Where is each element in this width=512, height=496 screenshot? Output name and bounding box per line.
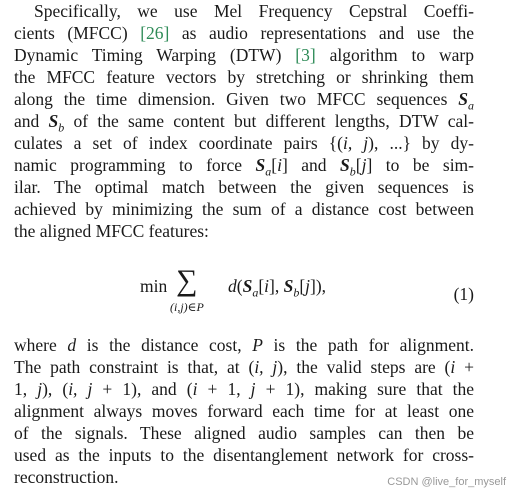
equation-1 <box>0 264 512 324</box>
text-line: reconstruction. <box>14 467 119 487</box>
text-line: namic programming to force $S_a[i]$ and $S_b[j]$ to be sim- <box>14 155 474 179</box>
min-operator: min <box>140 276 168 296</box>
text-line: 1, j), (i, j + 1), and (i + 1, j + 1), making sure that the <box>14 379 475 399</box>
math-subscript: b <box>58 120 65 135</box>
math-subscript: a <box>468 98 474 113</box>
citation-link[interactable]: [26] <box>140 23 170 43</box>
text-line: of the signals. These aligned audio samples can then be <box>14 423 474 443</box>
math-variable: j <box>37 379 43 399</box>
math-symbol: S <box>255 155 266 175</box>
math-symbol: S <box>340 155 350 175</box>
text-line: culates a set of index coordinate pairs {(i, j), ...} by dy- <box>14 133 474 153</box>
citation-link[interactable]: [3] <box>295 45 316 65</box>
math-symbol: S <box>48 111 59 131</box>
math-variable: i, j <box>68 379 93 399</box>
text-line: Dynamic Timing Warping (DTW) [3] algorithm to warp <box>14 45 474 65</box>
text-line: cients (MFCC) [26] as audio representations and use the <box>14 23 474 43</box>
text-line: where d is the distance cost, P is the path for alignment. <box>14 335 474 355</box>
math-variable: j <box>250 379 256 399</box>
text-line: and $S_b$ of the same content but different lengths, DTW cal- <box>14 111 474 135</box>
math-variable: i, j <box>342 133 369 153</box>
equation-expression: $d(S_a[i]$, $S_b[j]$), <box>228 276 327 300</box>
math-subscript: b <box>349 164 356 179</box>
text-line: The path constraint is that, at (i, j), the valid steps are (i + <box>14 357 475 377</box>
math-variable: P <box>252 335 263 355</box>
equation-number: (1) <box>453 284 474 304</box>
text-line: ilar. The optimal match between the given sequences is <box>14 177 474 197</box>
text-line: the aligned MFCC features: <box>14 221 209 241</box>
sum-subscript: (i,j)∈P <box>170 300 204 314</box>
math-variable: i <box>192 379 198 399</box>
text-line: alignment always moves forward each time for at least one <box>14 401 474 421</box>
math-variable: i, j <box>254 357 278 377</box>
math-variable: d <box>67 335 77 355</box>
math-variable: i <box>450 357 456 377</box>
text-line: the MFCC feature vectors by stretching or shrinking them <box>14 67 474 87</box>
math-variable: j <box>361 155 367 175</box>
sum-symbol: ∑ <box>176 264 198 297</box>
equation-body <box>140 276 167 297</box>
text-line: used as the inputs to the disentanglement network for cross- <box>14 445 474 465</box>
text-line: along the time dimension. Given two MFCC sequences $S_a$ <box>14 89 474 113</box>
math-symbol: S <box>458 89 468 109</box>
text-line: Specifically, we use Mel Frequency Cepstral Coeffi- <box>34 1 474 21</box>
watermark: CSDN @live_for_myself <box>387 476 506 488</box>
text-line: achieved by minimizing the sum of a distance cost between <box>14 199 474 219</box>
math-subscript: a <box>265 164 272 179</box>
math-variable: i <box>277 155 282 175</box>
